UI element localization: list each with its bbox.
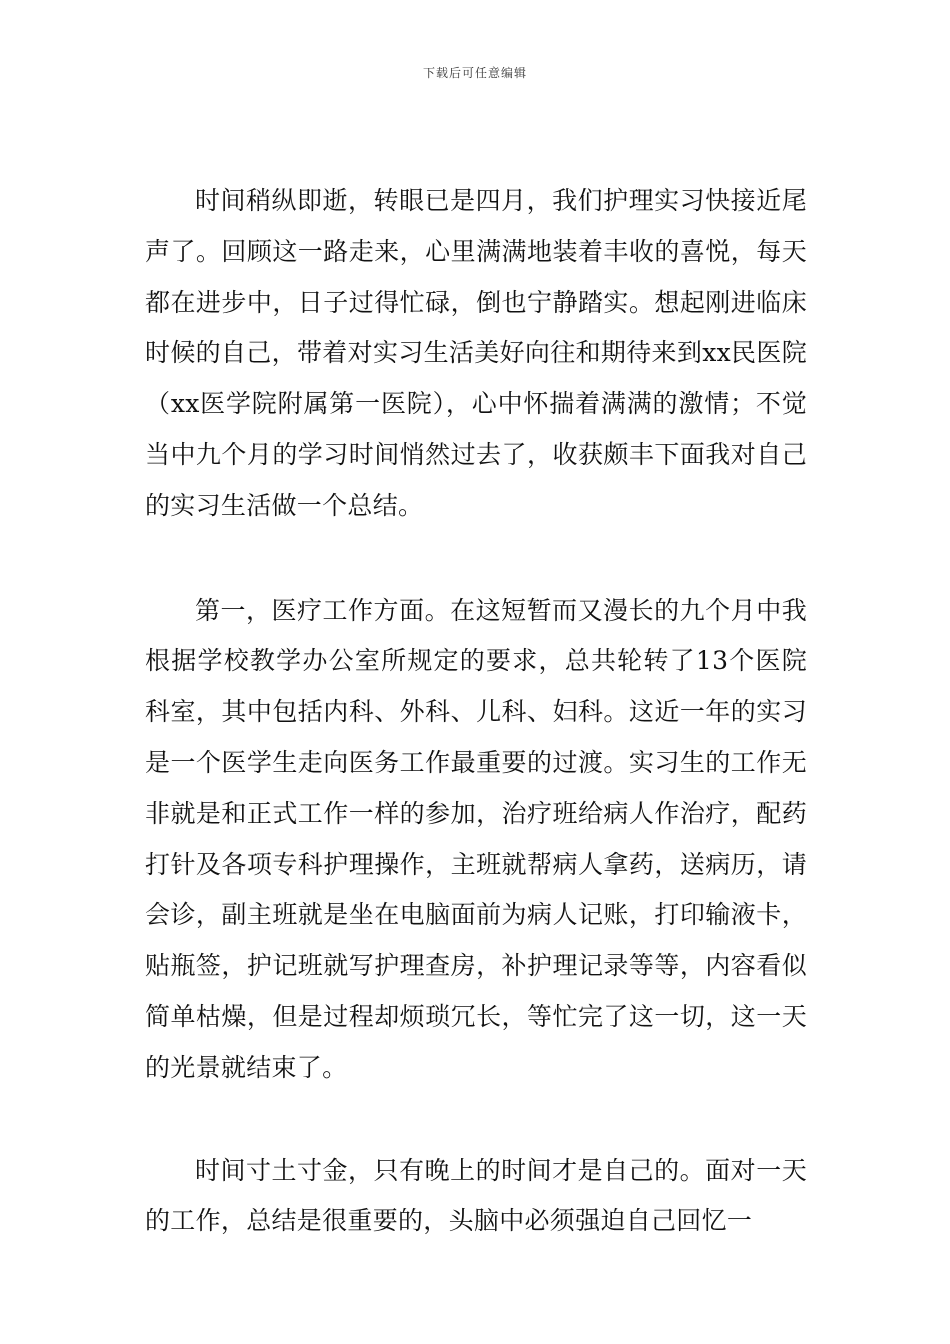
document-body: [145, 176, 807, 1297]
paragraph-internship-intro: 时间稍纵即逝，转眼已是四月，我们护理实习快接近尾声了。回顾这一路走来，心里满满地装着丰收的喜悦，每天都在进步中，日子过得忙碌，倒也宁静踏实。想起刚进临床时候的自己，带着对实习生活美好向往和期待来到xx民医院（xx医学院附属第一医院），心中怀揣着满满的激情；不觉当中九个月的学习时间悄然过去了，收获颇丰下面我对自己的实习生活做一个总结。: [145, 186, 807, 520]
paragraph-evening-time: 时间寸土寸金，只有晚上的时间才是自己的。面对一天的工作，总结是很重要的，头脑中必须强迫自己回忆一: [145, 1155, 807, 1236]
paragraph-medical-work: 第一，医疗工作方面。在这短暂而又漫长的九个月中我根据学校教学办公室所规定的要求，总共轮转了13个医院科室，其中包括内科、外科、儿科、妇科。这近一年的实习是一个医学生走向医务工作最重要的过渡。实习生的工作无非就是和正式工作一样的参加，治疗班给病人作治疗，配药打针及各项专科护理操作，主班就帮病人拿药，送病历，请会诊，副主班就是坐在电脑面前为病人记账，打印输液卡，贴瓶签，护记班就写护理查房，补护理记录等等，内容看似简单枯燥，但是过程却烦琐冗长，等忙完了这一切，这一天的光景就结束了。: [145, 595, 807, 1082]
page-header: 下载后可任意编辑: [422, 66, 527, 80]
